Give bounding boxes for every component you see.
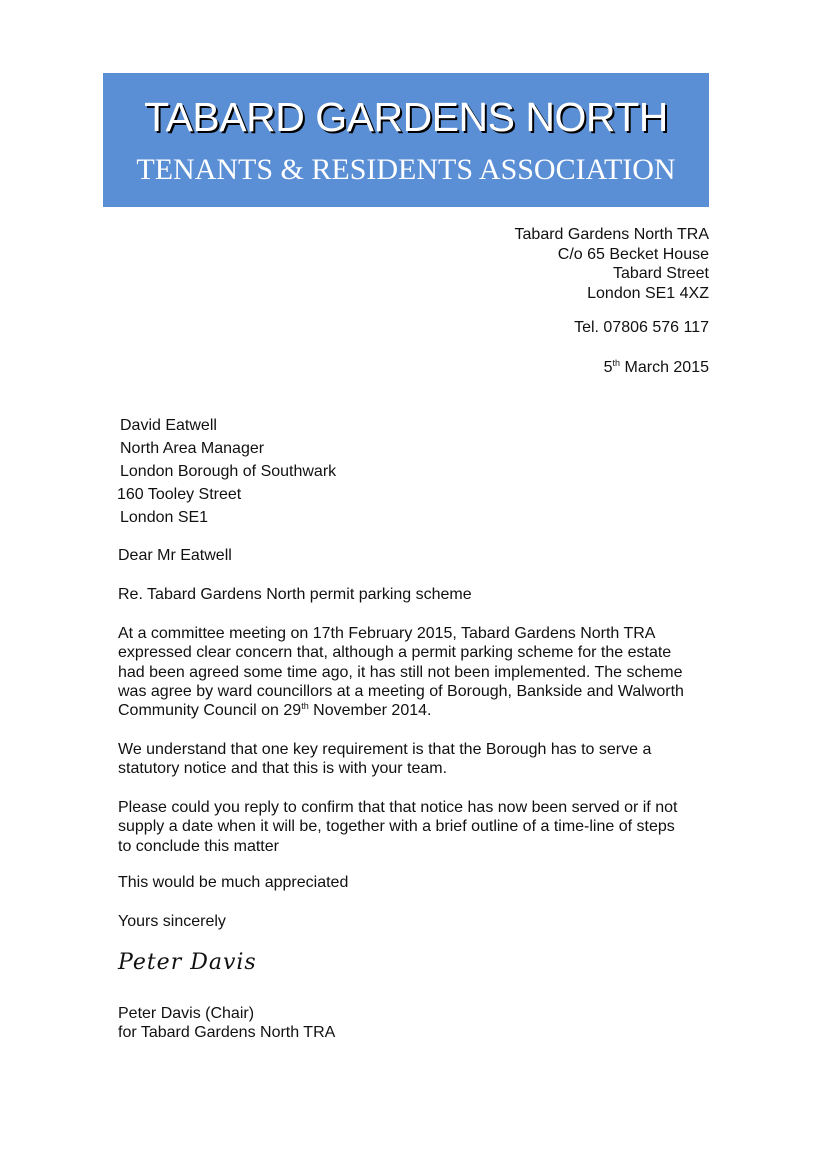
letterhead-title: TABARD GARDENS NORTH	[144, 94, 668, 140]
ordinal-suffix: th	[301, 701, 309, 712]
signoff-org: for Tabard Gardens North TRA	[118, 1024, 336, 1042]
date-rest: March 2015	[620, 359, 709, 376]
salutation: Dear Mr Eatwell	[118, 547, 232, 564]
signoff-name: Peter Davis (Chair)	[118, 1005, 255, 1022]
recipient-address	[117, 416, 337, 531]
letterhead-banner	[103, 73, 709, 207]
paragraph-line: At a committee meeting on 17th February 2015, Tabard Gardens North TRA	[118, 625, 656, 642]
body-paragraph-4: This would be much appreciated	[118, 874, 349, 891]
sender-line: Tabard Street	[612, 265, 709, 282]
sender-address	[515, 225, 709, 303]
sender-line: C/o 65 Becket House	[557, 245, 709, 263]
recipient-line: David Eatwell	[120, 417, 217, 434]
handwritten-signature: Peter Davis	[118, 950, 257, 975]
body-paragraph-1	[118, 624, 718, 720]
text-span: Community Council on 29	[118, 702, 302, 720]
paragraph-line: to conclude this matter	[118, 837, 279, 855]
recipient-line: London SE1	[120, 509, 209, 526]
paragraph-line: We understand that one key requirement is that the Borough has to serve a	[118, 741, 652, 758]
paragraph-line: statutory notice and that this is with your team.	[118, 760, 448, 778]
body-paragraph-3	[118, 798, 718, 856]
paragraph-line: expressed clear concern that, although a permit parking scheme for the estate	[118, 644, 672, 662]
date-day: 5	[603, 359, 613, 376]
letter-date	[604, 359, 709, 377]
signoff-block	[118, 1004, 718, 1043]
recipient-line: North Area Manager	[120, 440, 265, 457]
recipient-line: 160 Tooley Street	[117, 486, 242, 503]
subject-line: Re. Tabard Gardens North permit parking scheme	[118, 586, 472, 603]
paragraph-line: Please could you reply to confirm that that notice has now been served or if not	[118, 799, 678, 816]
sender-telephone: Tel. 07806 576 117	[574, 319, 709, 336]
sender-line: London SE1 4XZ	[587, 284, 709, 302]
paragraph-line: had been agreed some time ago, it has still not been implemented. The scheme	[118, 663, 683, 681]
date-suffix: th	[612, 358, 621, 368]
closing: Yours sincerely	[118, 913, 226, 930]
letterhead-subtitle: TENANTS & RESIDENTS ASSOCIATION	[136, 153, 676, 186]
paragraph-line: was agree by ward councillors at a meeting of Borough, Bankside and Walworth	[118, 682, 684, 700]
paragraph-line	[118, 701, 718, 720]
recipient-line: London Borough of Southwark	[120, 463, 337, 480]
paragraph-line: supply a date when it will be, together with a brief outline of a time-line of steps	[118, 818, 675, 836]
body-paragraph-2	[118, 740, 718, 779]
text-span: November 2014.	[308, 702, 432, 720]
sender-line: Tabard Gardens North TRA	[514, 226, 709, 243]
